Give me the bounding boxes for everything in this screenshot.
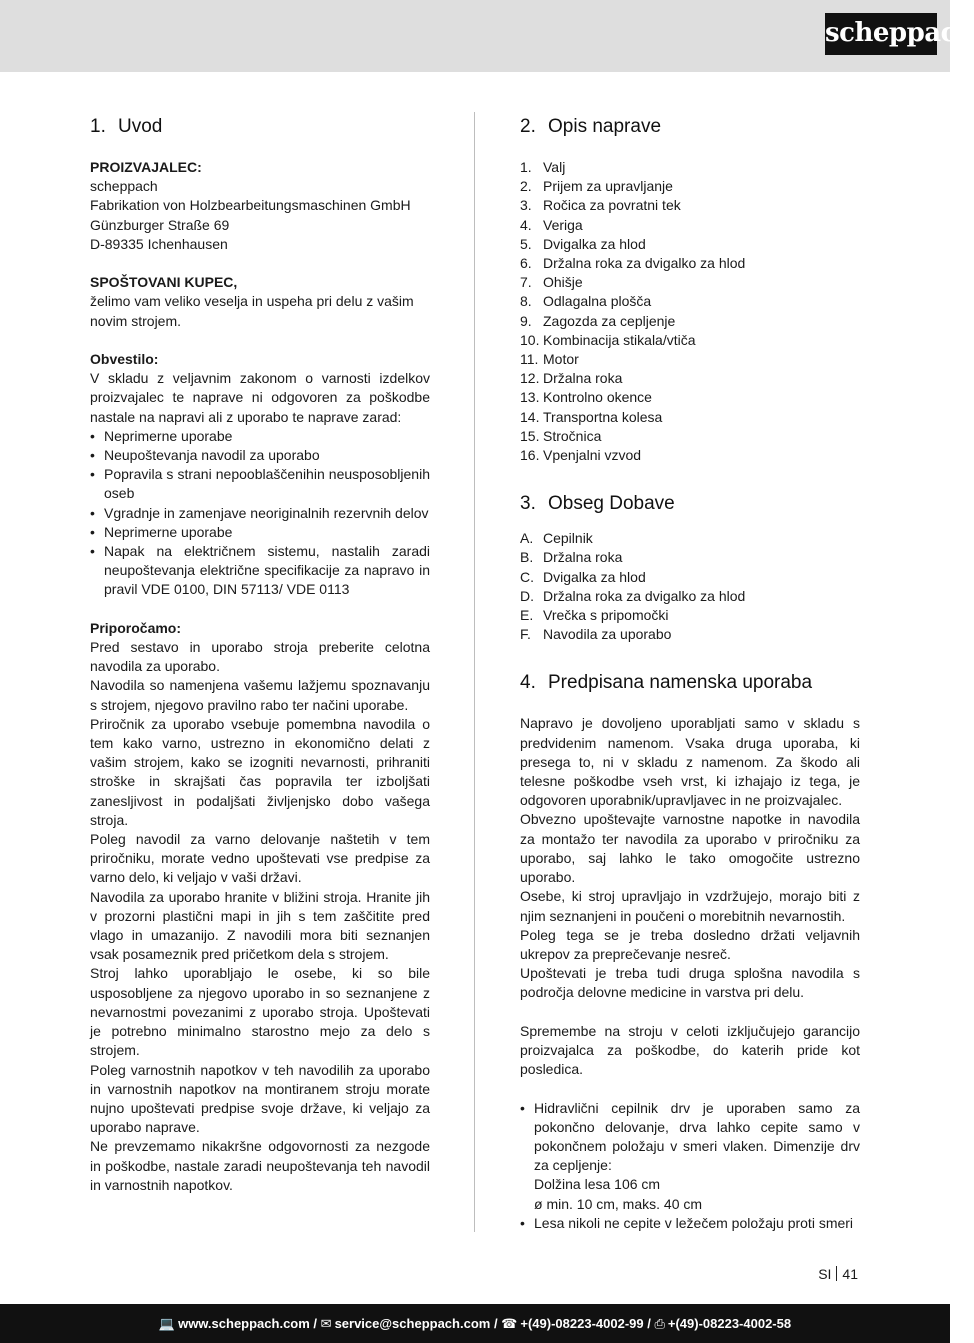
paragraph: Ne prevzemamo nikakršne odgovornosti za nezgode in poškodbe, nastale zaradi neupoštevanja teh navodil in varnostnih napotkov. [90,1138,430,1193]
list-item: 3. Ročica za povratni tek [520,197,681,214]
list-item: • Neprimerne uporabe [90,523,430,542]
manufacturer-label: PROIZVAJALEC: [90,159,202,175]
recommend-label: Priporočamo: [90,619,182,636]
left-column [90,112,430,1195]
paragraph: Pred sestavo in uporabo stroja preberite celotna navodila za uporabo. [90,639,430,675]
list-item: A. Cepilnik [520,530,593,547]
customer-text: želimo vam veliko veselja in uspeha pri delu z vašim novim strojem. [90,293,414,329]
list-item: • Neprimerne uporabe [90,427,430,446]
paragraph: Upoštevati je treba tudi druga splošna navodila s področja delovne medicine in varstva pri delu. [520,965,860,1001]
manufacturer-line: Günzburger Straße 69 [90,216,230,233]
paragraph: Navodila za uporabo hranite v bližini stroja. Hranite jih v prozorni plastični mapi in jih s tem zaščitite pred vlago in umazanijo. Z navodili mora biti seznanjen vsak posameznik pred pričetkom dela s strojem. [90,888,430,963]
notice-label: Obvestilo: [90,351,159,367]
section-heading-description: 2. Opis naprave [520,116,662,137]
column-divider [474,112,475,1232]
list-item: 7. Ohišje [520,274,583,291]
list-item: • Vgradnje in zamenjave neoriginalnih rezervnih delov [90,504,430,523]
phone-number: +(49)-08223-4002-99 [520,1316,644,1331]
paragraph: Poleg tega se je treba dosledno držati veljavnih ukrepov za preprečevanje nesreč. [520,926,860,962]
list-item: D. Držalna roka za dvigalko za hlod [520,587,746,604]
list-item: • Hidravlični cepilnik drv je uporaben samo za pokončno delovanje, drva lahko cepite samo v pokončnem položaju v smeri vlaken. Dimenzije drv za cepljenje: Dolžina lesa 106 cm ø min. 10 cm, maks. 40 cm [520,1099,860,1214]
website-link[interactable]: www.scheppach.com [178,1316,310,1331]
parts-list [520,158,860,465]
list-item: • Napak na električnem sistemu, nastalih zaradi neupoštevanja električne specifikacije za napravo in pravil VDE 0100, DIN 57113/ VDE 0113 [90,542,430,600]
paragraph: Obvezno upoštevajte varnostne napotke in navodila za montažo ter navodila za uporabo v priročniku za uporabo, saj lahko le tako omogočite ustrezno uporabo. [520,811,860,886]
paragraph: Poleg varnostnih napotkov v teh navodilih za uporabo in varnostnih napotkov na montiranem stroju morate nujno upoštevati predpise svoje države, ki veljajo za uporabo naprave. [90,1061,430,1136]
section-heading-intended-use: 4. Predpisana namenska uporaba [520,672,813,694]
section-heading-scope: 3. Obseg Dobave [520,493,675,515]
usage-bullet-list [520,1099,860,1233]
fax-number: +(49)-08223-4002-58 [667,1316,792,1331]
header-bar [0,0,974,72]
list-item: 8. Odlagalna plošča [520,293,652,310]
manufacturer-line: Fabrikation von Holzbearbeitungsmaschinen GmbH [90,197,411,214]
list-item: 14. Transportna kolesa [520,408,663,425]
list-item: 5. Dvigalka za hlod [520,235,646,252]
paragraph: Navodila so namenjena vašemu lažjemu spoznavanju s strojem, njegovo pravilno rabo ter načini uporabe. [90,677,430,713]
list-item: 12. Držalna roka [520,370,623,387]
computer-icon: 💻 [158,1316,176,1331]
list-item: 9. Zagozda za cepljenje [520,312,676,329]
list-item: E. Vrečka s pripomočki [520,607,669,624]
mail-icon: ✉ [320,1316,332,1331]
list-item: 10. Kombinacija stikala/vtiča [520,331,696,348]
footer-bar: 💻 www.scheppach.com / ✉ service@scheppach.com / ☎ +(49)-08223-4002-99 / ⎙ +(49)-08223-4002-58 [0,1304,950,1343]
warranty-paragraph: Spremembe na stroju v celoti izključujejo garancijo proizvajalca za poškodbe, do katerih pride kot posledica. [520,1022,860,1078]
list-item: 4. Veriga [520,216,583,233]
notice-bullet-list [90,427,430,600]
delivery-list [520,529,860,644]
fax-icon: ⎙ [654,1316,665,1331]
list-item: • Neupoštevanja navodil za uporabo [90,446,430,465]
list-item: B. Držalna roka [520,549,623,566]
list-item: C. Dvigalka za hlod [520,568,646,585]
list-item: • Popravila s strani nepooblaščenihin neusposobljenih oseb [90,465,430,503]
manufacturer-line: D-89335 Ichenhausen [90,235,228,252]
page-number: SI 41 [818,1266,858,1282]
paragraph: Stroj lahko uporabljajo le osebe, ki so bile usposobljene za njegovo uporabo in so seznanjene z nevarnostmi povezanimi z uporabo stroja. Upoštevati je potrebno minimalno starostno mejo za delo s strojem. [90,965,430,1059]
notice-text: V skladu z veljavnim zakonom o varnosti izdelkov proizvajalec te naprave ni odgovoren za poškodbe nastale na napravi ali z uporabo te naprave zarad: [90,370,430,425]
list-item: 15. Stročnica [520,427,602,444]
email-link[interactable]: service@scheppach.com [334,1316,491,1331]
list-item: • Lesa nikoli ne cepite v ležečem položaju proti smeri [520,1214,860,1233]
list-item: 13. Kontrolno okence [520,389,652,406]
customer-label: SPOŠTOVANI KUPEC, [90,274,238,291]
scheppach-logo: scheppach [825,13,937,55]
list-item: 11. Motor [520,351,579,368]
list-item: 2. Prijem za upravljanje [520,178,673,195]
paragraph: Priročnik za uporabo vsebuje pomembna navodila o tem kako varno, ustrezno in ekonomično delati z vašim strojem, kako se izogniti nevarnosti, prihraniti stroške in skrajšati čas popravila ter izboljšati zanesljivost in podaljšati življenjsko dobo vašega stroja. [90,715,430,828]
right-column [520,112,860,1233]
paragraph: Napravo je dovoljeno uporabljati samo v skladu s predvidenim namenom. Vsaka druga uporaba, ki presega to, ni v skladu z namenom. Za škodo ali telesne poškodbe vseh vrst, ki izhajajo iz tega, je odgovoren uporabnik/upravljavec in ne proizvajalec. [520,715,860,809]
list-item: 16. Vpenjalni vzvod [520,447,642,464]
paragraph: Poleg navodil za varno delovanje naštetih v tem priročniku, morate vedno upoštevati vse predpise za varno delo, ki veljajo v vaši državi. [90,831,430,886]
manufacturer-line: scheppach [90,178,158,195]
list-item: F. Navodila za uporabo [520,626,672,643]
list-item: 1. Valj [520,159,566,175]
section-heading-intro: 1. Uvod [90,116,163,137]
list-item: 6. Držalna roka za dvigalko za hlod [520,255,746,272]
phone-icon: ☎ [501,1316,518,1331]
paragraph: Osebe, ki stroj upravljajo in vzdržujejo, morajo biti z njim seznanjeni in poučeni o morebitnih nevarnostih. [520,888,860,924]
